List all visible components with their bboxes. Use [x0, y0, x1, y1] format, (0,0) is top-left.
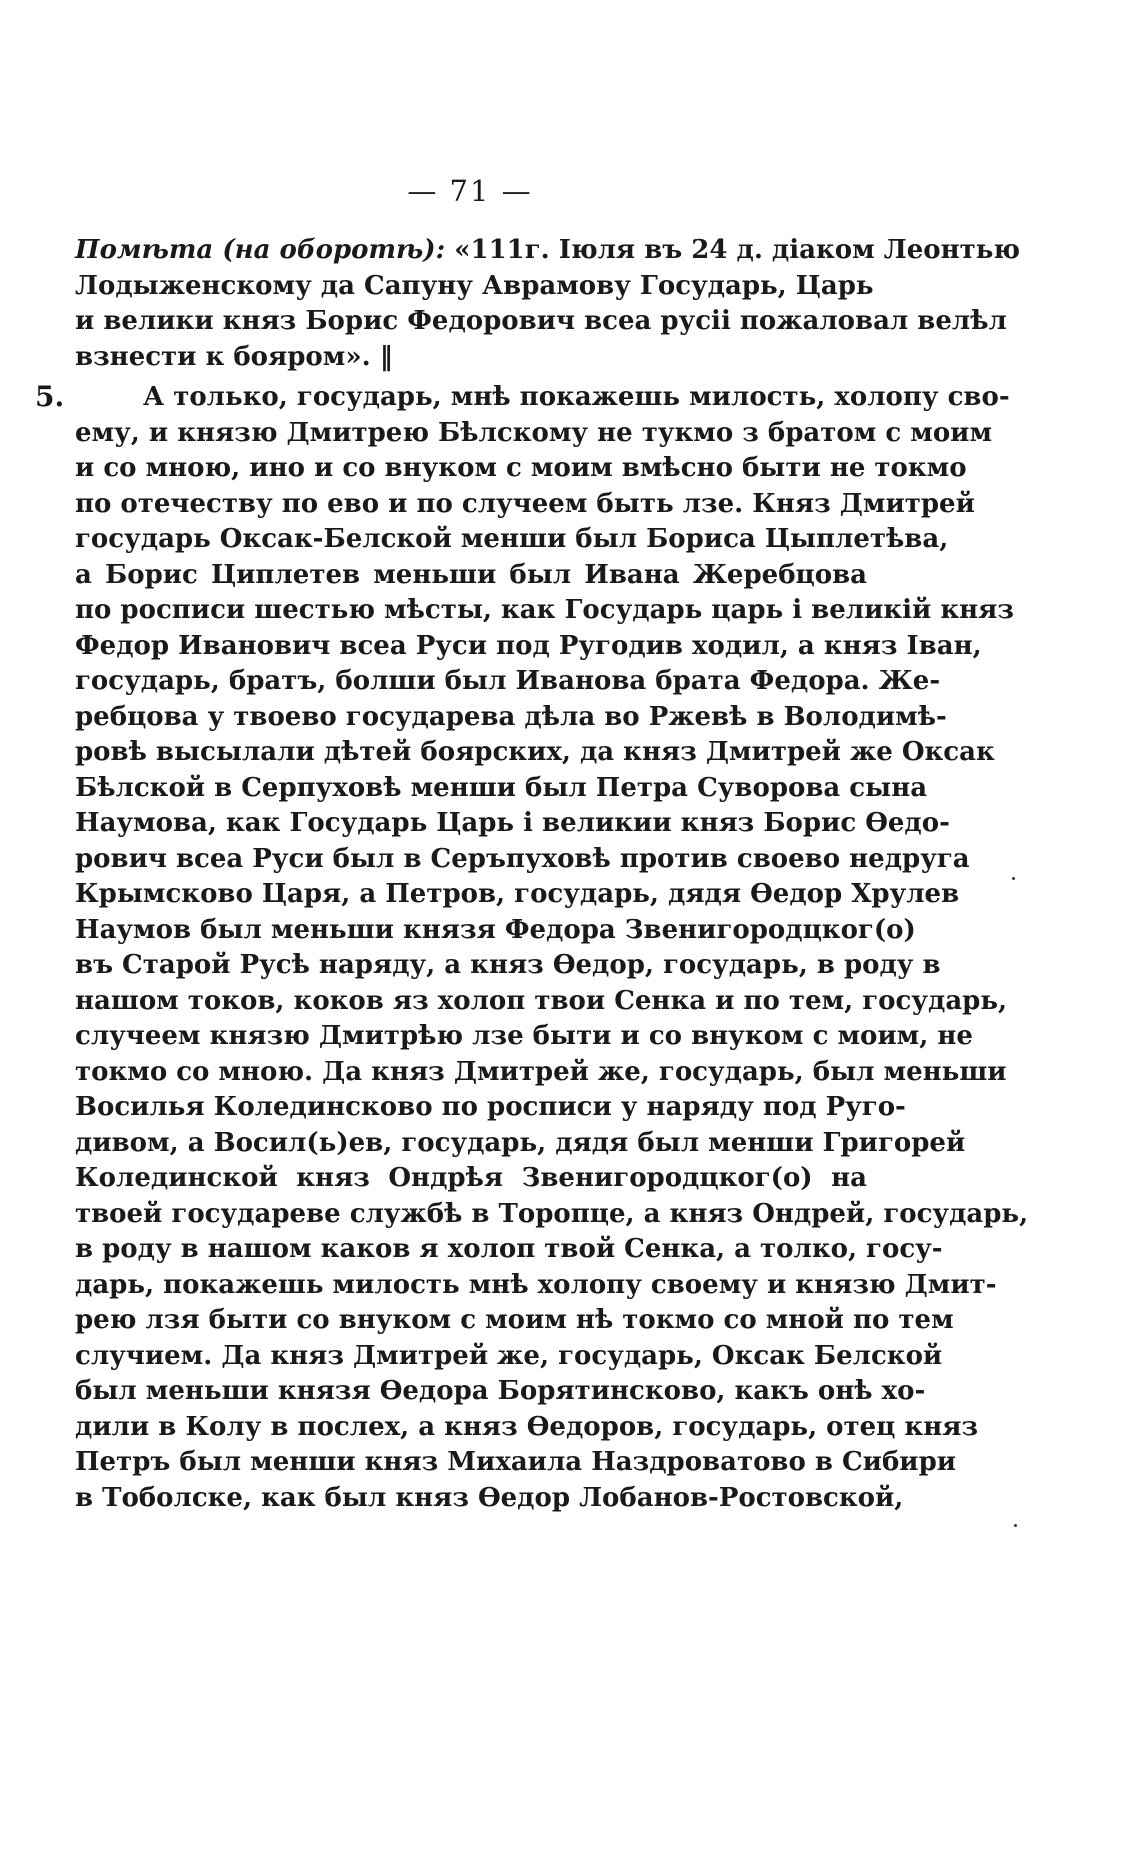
note-line: и велики княз Борис Федорович всеа русіі пожаловал велѣл: [75, 306, 1007, 336]
text-line: Крымсково Царя, а Петров, государь, дядя Ѳедор Хрулев: [75, 879, 960, 909]
scan-speck: [1014, 1524, 1017, 1527]
text-line: твоей государеве службѣ в Торопце, а княз Ондрей, государь,: [75, 1198, 1029, 1229]
text-line: дили в Колу в послех, а княз Ѳедоров, государь, отец княз: [75, 1411, 979, 1442]
text-line: государь Оксак-Белской менши был Бориса Цыплетѣва,: [75, 524, 949, 554]
text-line: токмо со мною. Да княз Дмитрей же, государь, был меньши: [75, 1056, 1007, 1087]
text-line: ребцова у твоево государева дѣла во Ржевѣ в Володимѣ-: [75, 701, 947, 732]
text-line: дарь, покажешь милость мнѣ холопу своему и князю Дмит-: [75, 1269, 997, 1300]
text-line: Федор Иванович всеа Руси под Ругодив ходил, а княз Іван,: [75, 630, 982, 661]
margin-number: 5.: [35, 380, 65, 413]
text-line: Петръ был менши княз Михаила Наздроватово в Сибири: [75, 1447, 957, 1477]
note-line: взнести к бояром». ‖: [75, 341, 393, 372]
text-line: Восилья Колединсково по росписи у наряду под Руго-: [75, 1092, 906, 1122]
text-line: въ Старой Русѣ наряду, а княз Ѳедор, государь, в роду в: [75, 950, 941, 980]
note-block: [75, 233, 1021, 375]
text-line: а Борис Циплетев меньши был Ивана Жеребцова: [75, 559, 867, 590]
text-line: случием. Да княз Дмитрей же, государь, Оксак Белской: [75, 1340, 943, 1371]
text-line: по отечеству по ево и по случеем быть лзе. Княз Дмитрей: [75, 488, 975, 519]
text-line: рович всеа Руси был в Серъпуховѣ против своево недруга: [75, 843, 970, 874]
scan-speck: [1012, 877, 1015, 880]
text-line: рею лзя быти со внуком с моим нѣ токмо со мной по тем: [75, 1305, 954, 1335]
text-line: дивом, а Восил(ь)ев, государь, дядя был менши Григорей: [75, 1127, 966, 1158]
text-line: нашом токов, коков яз холоп твои Сенка и по тем, государь,: [75, 985, 1008, 1016]
text-line: в роду в нашом каков я холоп твой Сенка, а толко, госу-: [75, 1234, 943, 1264]
text-line: ровѣ высылали дѣтей боярских, да княз Дмитрей же Оксак: [75, 737, 995, 767]
text-line: и со мною, ино и со внуком с моим вмѣсно быти не токмо: [75, 453, 967, 483]
note-line-rest: «111г. Іюля въ 24 д. діаком Леонтью: [445, 235, 1021, 265]
page-number: — 71 —: [407, 174, 533, 208]
text-line: Колединской княз Ондрѣя Звенигородцког(о) на: [75, 1163, 867, 1193]
text-line: Наумов был меньши князя Федора Звенигородцког(о): [75, 914, 916, 945]
text-line: по росписи шестью мѣсты, как Государь царь і великій княз: [75, 595, 1014, 625]
text-line: А только, государь, мнѣ покажешь милость, холопу сво-: [143, 382, 1010, 412]
text-line: ему, и князю Дмитрею Бѣлскому не тукмо з братом с моим: [75, 417, 993, 448]
text-line: в Тоболске, как был княз Ѳедор Лобанов-Ростовской,: [75, 1482, 904, 1513]
text-line: Наумова, как Государь Царь і великии княз Борис Ѳедо-: [75, 808, 950, 838]
text-line: государь, братъ, болши был Иванова брата Федора. Же-: [75, 666, 941, 696]
text-line: был меньши князя Ѳедора Борятинсково, какъ онѣ хо-: [75, 1376, 926, 1406]
note-line: [75, 233, 1021, 269]
text-line: случеем князю Дмитрѣю лзе быти и со внуком с моим, не: [75, 1021, 973, 1051]
note-label: Помѣта (на оборотѣ):: [75, 235, 446, 265]
main-text-block: [75, 380, 1029, 1516]
text-line: Бѣлской в Серпуховѣ менши был Петра Суворова сына: [75, 772, 928, 803]
note-line: Лодыженскому да Сапуну Аврамову Государь, Царь: [75, 270, 874, 301]
